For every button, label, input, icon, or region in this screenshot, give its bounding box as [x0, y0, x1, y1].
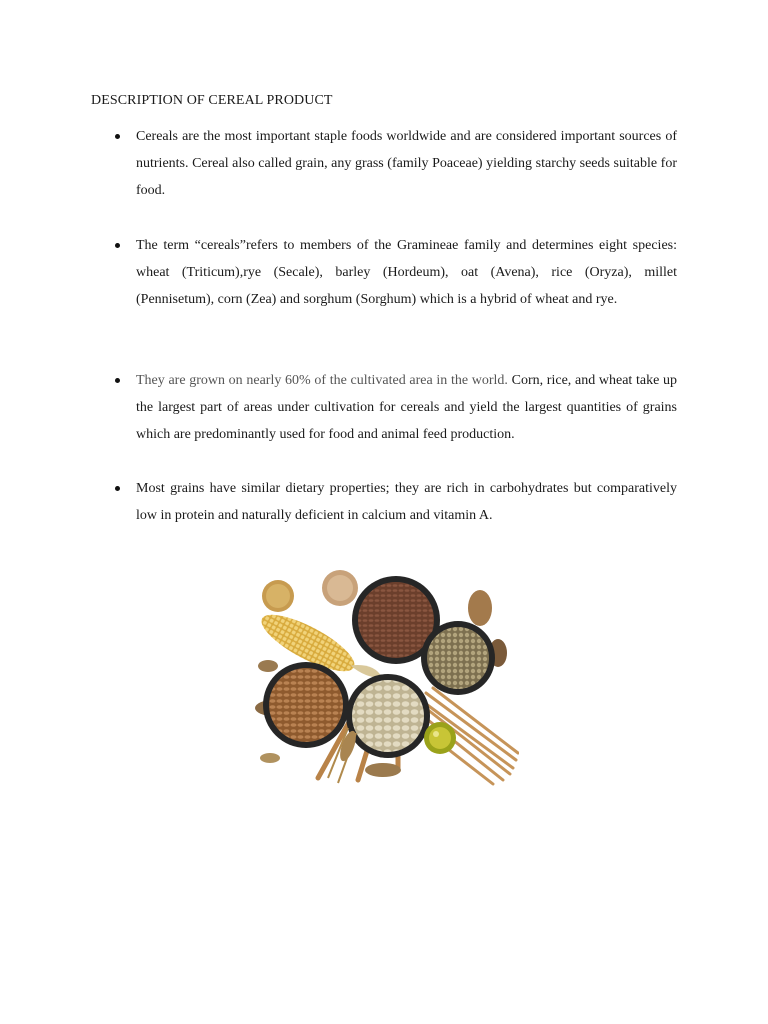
bullet-dot: [115, 486, 120, 491]
cereal-grains-photo: [248, 548, 519, 804]
bullet-text: The term “cereals”refers to members of the Gramineae family and determines eight species: wheat (Triticum),rye (Secale), barley (Hordeum), oat (Avena), rice (Oryza), millet (Pennisetum), corn (Zea) and sorghum (Sorghum) which is a hybrid of wheat and rye.: [136, 238, 677, 307]
oat-bowl: [421, 621, 495, 695]
bullet-text: [136, 367, 677, 448]
bullet-text: Cereals are the most important staple foods worldwide and are considered important sources of nutrients. Cereal also called grain, any grass (family Poaceae) yielding starchy seeds suitable for food.: [136, 129, 677, 198]
bullet-item: [136, 367, 677, 448]
bullet-item: [136, 475, 677, 529]
bullet-item: [136, 232, 677, 313]
oil-bowl: [424, 722, 456, 754]
bullet-dot: [115, 378, 120, 383]
bullet-text-rest: Corn, rice, and wheat take up the largest part of areas under cultivation for cereals and yield the largest quantities of grains which are predominantly used for food and animal feed production.: [136, 373, 677, 442]
bullet-dot: [115, 243, 120, 248]
page-heading: DESCRIPTION OF CEREAL PRODUCT: [91, 93, 333, 108]
wheat-bowl: [263, 662, 349, 748]
bullet-dot: [115, 134, 120, 139]
bullet-text: Most grains have similar dietary properties; they are rich in carbohydrates but comparatively low in protein and naturally deficient in calcium and vitamin A.: [136, 481, 677, 523]
bean-bowl: [346, 674, 430, 758]
bullet-text-muted: They are grown on nearly 60% of the cultivated area in the world.: [136, 373, 508, 388]
bullet-item: [136, 123, 677, 204]
